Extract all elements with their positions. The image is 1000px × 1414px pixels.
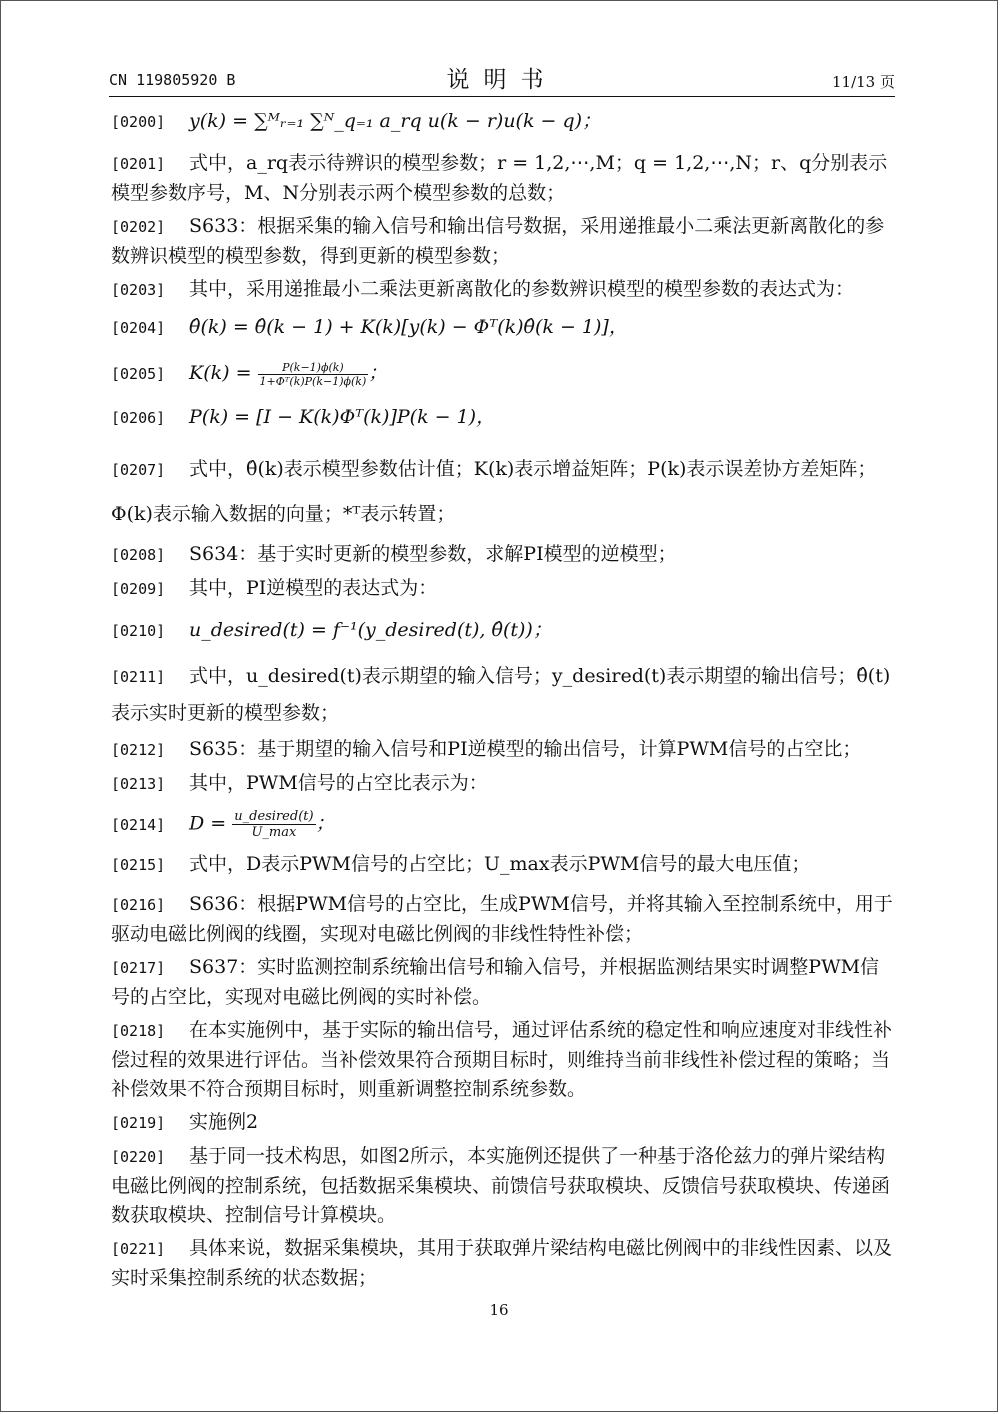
paragraph-number: [0208] xyxy=(111,546,166,564)
paragraph-number: [0216] xyxy=(111,896,166,914)
paragraph-text: 其中，PI逆模型的表达式为： xyxy=(189,577,438,599)
equation: y(k) = ∑ᴹᵣ₌₁ ∑ᴺ_q₌₁ a_rq u(k − r)u(k − q)； xyxy=(189,110,602,132)
paragraph xyxy=(111,809,895,840)
paragraph xyxy=(111,447,895,536)
fraction xyxy=(232,809,315,840)
paragraph-number: [0209] xyxy=(111,580,166,598)
paragraph xyxy=(111,616,895,646)
paragraph-number: [0217] xyxy=(111,959,166,977)
paragraph-number: [0212] xyxy=(111,741,166,759)
paragraph-number: [0219] xyxy=(111,1114,166,1132)
paragraph-text: S635：基于期望的输入信号和PI逆模型的输出信号，计算PWM信号的占空比； xyxy=(189,738,862,760)
paragraph-text: 式中，u_desired(t)表示期望的输入信号；y_desired(t)表示期望的输出信号；θ̂(t)表示实时更新的模型参数； xyxy=(111,665,891,724)
paragraph-text: S634：基于实时更新的模型参数，求解PI模型的逆模型； xyxy=(189,543,677,565)
paragraph xyxy=(111,275,895,305)
paragraph-number: [0205] xyxy=(111,365,166,383)
paragraph-number: [0220] xyxy=(111,1148,166,1166)
paragraph xyxy=(111,212,895,271)
equation: θ̂(k) = θ̂(k − 1) + K(k)[y(k) − Φᵀ(k)θ̂(k − 1)]， xyxy=(189,316,628,338)
fraction xyxy=(258,361,369,388)
document-title: 说明书 xyxy=(446,67,558,93)
paragraph xyxy=(111,1108,895,1138)
paragraph-text: 式中，D表示PWM信号的占空比；U_max表示PWM信号的最大电压值； xyxy=(189,853,811,875)
paragraph-text: 具体来说，数据采集模块，其用于获取弹片梁结构电磁比例阀中的非线性因素、以及实时采集控制系统的状态数据； xyxy=(111,1237,893,1289)
paragraph-text: 基于同一技术构思，如图2所示，本实施例还提供了一种基于洛伦兹力的弹片梁结构电磁比例阀的控制系统，包括数据采集模块、前馈信号获取模块、反馈信号获取模块、传递函数获取模块、控制信号计算模块。 xyxy=(111,1145,891,1226)
paragraph xyxy=(111,313,895,343)
paragraph-number: [0201] xyxy=(111,155,166,173)
equation: u_desired(t) = f⁻¹(y_desired(t), θ̂(t))； xyxy=(189,619,552,641)
paragraph-number: [0221] xyxy=(111,1240,166,1258)
paragraph-number: [0215] xyxy=(111,856,166,874)
page-indicator: 11/13 页 xyxy=(832,73,895,91)
paragraph xyxy=(111,735,895,765)
fraction-numerator: u_desired(t) xyxy=(234,809,314,824)
paragraph xyxy=(111,1016,895,1104)
paragraph xyxy=(111,658,895,731)
paragraph-text: 其中，PWM信号的占空比表示为： xyxy=(189,772,488,794)
paragraph-number: [0204] xyxy=(111,319,166,337)
paragraph-number: [0206] xyxy=(111,409,166,427)
page-content xyxy=(111,103,895,1293)
paragraph xyxy=(111,574,895,604)
fraction-denominator: U_max xyxy=(251,825,297,840)
equation-lhs: D = xyxy=(189,812,227,835)
paragraph-text: S636：根据PWM信号的占空比，生成PWM信号，并将其输入至控制系统中，用于驱动电磁比例阀的线圈，实现对电磁比例阀的非线性特性补偿； xyxy=(111,893,893,945)
paragraph-number: [0203] xyxy=(111,281,166,299)
paragraph-number: [0210] xyxy=(111,622,166,640)
paragraph-number: [0213] xyxy=(111,775,166,793)
paragraph-number: [0202] xyxy=(111,218,166,236)
paragraph-number: [0211] xyxy=(111,668,166,686)
paragraph-text: 其中，采用递推最小二乘法更新离散化的参数辨识模型的模型参数的表达式为： xyxy=(189,278,855,300)
equation: P(k) = [I − K(k)Φᵀ(k)]P(k − 1)， xyxy=(189,406,496,428)
paragraph-text: S637：实时监测控制系统输出信号和输入信号，并根据监测结果实时调整PWM信号的占空比，实现对电磁比例阀的实时补偿。 xyxy=(111,956,880,1008)
paragraph-number: [0218] xyxy=(111,1022,166,1040)
fraction-numerator: P(k−1)ϕ(k) xyxy=(258,361,369,375)
paragraph xyxy=(111,890,895,949)
equation-tail: ； xyxy=(315,812,335,835)
paragraph xyxy=(111,359,895,389)
page-header xyxy=(109,61,895,93)
paragraph xyxy=(111,1142,895,1230)
paragraph xyxy=(111,850,895,880)
paragraph-text: 式中，a_rq表示待辨识的模型参数；r = 1,2,⋯,M；q = 1,2,⋯,N；r、q分别表示模型参数序号，M、N分别表示两个模型参数的总数； xyxy=(111,152,888,204)
paragraph xyxy=(111,107,895,137)
header-divider xyxy=(109,96,895,97)
fraction-denominator: 1+Φᵀ(k)P(k−1)ϕ(k) xyxy=(259,374,367,388)
paragraph xyxy=(111,1234,895,1293)
paragraph-text: 实施例2 xyxy=(189,1111,259,1133)
paragraph xyxy=(111,769,895,799)
patent-number: CN 119805920 B xyxy=(109,71,236,89)
paragraph-number: [0200] xyxy=(111,113,166,131)
paragraph-number: [0214] xyxy=(111,815,166,834)
paragraph-text: 在本实施例中，基于实际的输出信号，通过评估系统的稳定性和响应速度对非线性补偿过程的效果进行评估。当补偿效果符合预期目标时，则维持当前非线性补偿过程的策略；当补偿效果不符合预期目标时，则重新调整控制系统参数。 xyxy=(111,1019,893,1100)
equation-lhs: K(k) = xyxy=(189,362,252,384)
equation-tail: ； xyxy=(368,362,388,384)
paragraph-text: 式中，θ̂(k)表示模型参数估计值；K(k)表示增益矩阵；P(k)表示误差协方差矩阵；Φ(k)表示输入数据的向量；*ᵀ表示转置； xyxy=(111,458,877,525)
paragraph xyxy=(111,403,895,433)
paragraph xyxy=(111,149,895,208)
page-number: 16 xyxy=(489,1301,509,1319)
paragraph xyxy=(111,540,895,570)
paragraph-text: S633：根据采集的输入信号和输出信号数据，采用递推最小二乘法更新离散化的参数辨识模型的模型参数，得到更新的模型参数； xyxy=(111,215,885,267)
paragraph xyxy=(111,953,895,1012)
paragraph-number: [0207] xyxy=(111,461,166,479)
